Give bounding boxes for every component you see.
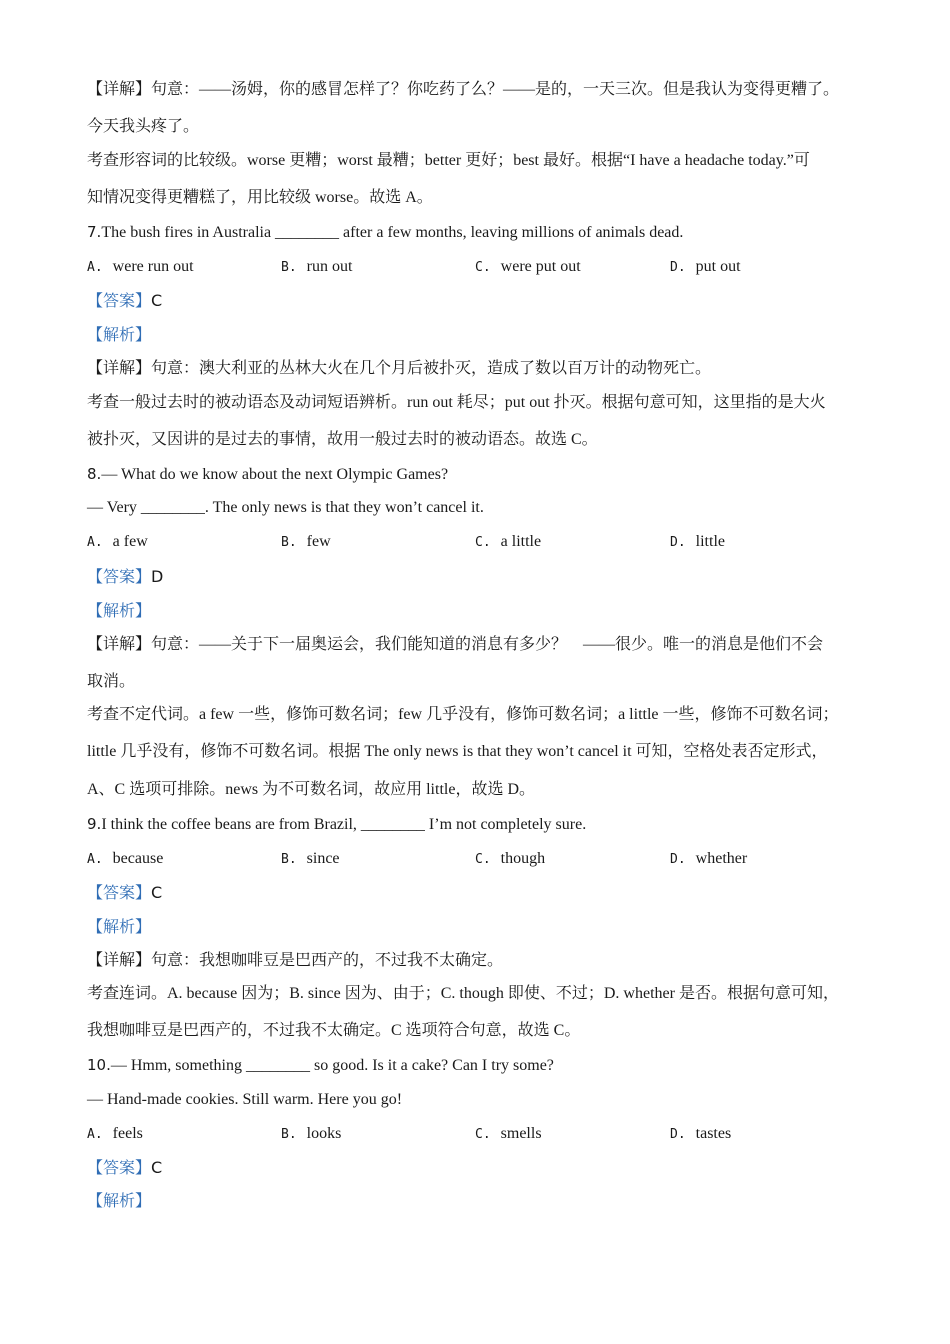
option-text: because [112,850,164,867]
explanation-text: 考查形容词的比较级。worse 更糟；worst 最糟；better 更好；best 最好。根据“I have a headache today.”可 [87,152,810,169]
question-number: 10. [87,1056,111,1074]
option-b [281,255,352,280]
question-8-stem [87,462,448,486]
option-text: tastes [695,1125,732,1142]
option-letter: C. [475,260,491,275]
question-7-options [87,255,877,279]
explanation-text: A、C 选项可排除。news 为不可数名词，故应用 little，故选 D。 [87,781,535,798]
explanation-text: 被扑灭，又因讲的是过去的事情，故用一般过去时的被动语态。故选 C。 [87,431,598,448]
option-text: put out [695,258,741,275]
option-letter: B. [281,852,297,867]
option-d [670,255,741,280]
question-number: 8. [87,465,102,483]
option-letter: C. [475,852,491,867]
explanation-text: 考查一般过去时的被动语态及动词短语辨析。run out 耗尽；put out 扑灭。根据句意可知，这里指的是大火 [87,394,826,411]
option-letter: A. [87,260,103,275]
question-10-options [87,1122,877,1146]
answer-label: 【答案】 [87,293,152,310]
option-letter: A. [87,1127,103,1142]
option-text: feels [112,1125,143,1142]
answer-line [87,1156,162,1180]
question-10-stem [87,1053,554,1077]
option-text: were run out [112,258,194,275]
option-letter: A. [87,535,103,550]
option-a [87,255,194,280]
option-text: though [500,850,546,867]
option-letter: C. [475,535,491,550]
answer-label: 【答案】 [87,1160,152,1177]
option-c [475,847,545,872]
option-c [475,1122,542,1147]
option-text: a little [500,533,542,550]
answer-line [87,289,162,313]
answer-value: C [151,291,163,310]
option-a [87,1122,143,1147]
option-text: since [306,850,340,867]
option-d [670,847,747,872]
detail-text: 今天我头疼了。 [87,118,200,135]
detail-text: 取消。 [87,673,136,690]
option-letter: A. [87,852,103,867]
option-b [281,1122,341,1147]
question-7-stem [87,220,683,244]
option-c [475,255,581,280]
answer-value: C [151,1158,163,1177]
option-text: were put out [500,258,581,275]
option-b [281,847,340,872]
question-text: — Hmm, something ________ so good. Is it a cake? Can I try some? [110,1057,554,1074]
explanation-text: 考查不定代词。a few 一些，修饰可数名词；few 几乎没有，修饰可数名词；a little 一些，修饰不可数名词； [87,706,839,723]
question-number: 7. [87,223,102,241]
option-d [670,530,725,555]
option-letter: D. [670,1127,686,1142]
answer-line [87,565,163,589]
option-letter: D. [670,852,686,867]
option-d [670,1122,731,1147]
option-text: looks [306,1125,342,1142]
answer-line [87,881,162,905]
question-text: — Hand-made cookies. Still warm. Here you go! [87,1091,403,1108]
option-letter: B. [281,535,297,550]
option-letter: C. [475,1127,491,1142]
option-b [281,530,331,555]
analysis-label: 【解析】 [87,919,152,936]
analysis-label: 【解析】 [87,1193,152,1210]
option-letter: D. [670,260,686,275]
question-text: — Very ________. The only news is that they won’t cancel it. [87,499,484,516]
option-text: little [695,533,725,550]
option-text: whether [695,850,748,867]
option-text: a few [112,533,148,550]
explanation-text: little 几乎没有，修饰不可数名词。根据 The only news is that they won’t cancel it 可知，空格处表否定形式， [87,743,828,760]
option-a [87,530,148,555]
analysis-label: 【解析】 [87,603,152,620]
option-letter: B. [281,260,297,275]
option-a [87,847,163,872]
question-text: I think the coffee beans are from Brazil, ________ I’m not completely sure. [101,816,587,833]
option-letter: B. [281,1127,297,1142]
answer-value: C [151,883,163,902]
detail-text: 【详解】句意：我想咖啡豆是巴西产的，不过我不太确定。 [87,952,504,969]
option-letter: D. [670,535,686,550]
answer-label: 【答案】 [87,569,152,586]
question-text: The bush fires in Australia ________ after a few months, leaving millions of animals dead. [101,224,684,241]
question-9-stem [87,812,586,836]
explanation-text: 我想咖啡豆是巴西产的，不过我不太确定。C 选项符合句意，故选 C。 [87,1022,581,1039]
question-text: — What do we know about the next Olympic Games? [101,466,449,483]
answer-label: 【答案】 [87,885,152,902]
analysis-label: 【解析】 [87,327,152,344]
explanation-text: 知情况变得更糟糕了，用比较级 worse。故选 A。 [87,189,433,206]
option-text: run out [306,258,353,275]
answer-value: D [151,567,164,586]
explanation-text: 考查连词。A. because 因为；B. since 因为、由于；C. though 即使、不过；D. whether 是否。根据句意可知， [87,985,839,1002]
question-8-options [87,530,877,554]
detail-text: 【详解】句意：——关于下一届奥运会，我们能知道的消息有多少？ ——很少。唯一的消息是他们不会 [87,636,824,653]
option-text: smells [500,1125,542,1142]
detail-text: 【详解】句意：——汤姆，你的感冒怎样了？你吃药了么？——是的，一天三次。但是我认为变得更糟了。 [87,81,840,98]
question-9-options [87,847,877,871]
option-c [475,530,541,555]
detail-text: 【详解】句意：澳大利亚的丛林大火在几个月后被扑灭，造成了数以百万计的动物死亡。 [87,360,712,377]
option-text: few [306,533,331,550]
question-number: 9. [87,815,102,833]
